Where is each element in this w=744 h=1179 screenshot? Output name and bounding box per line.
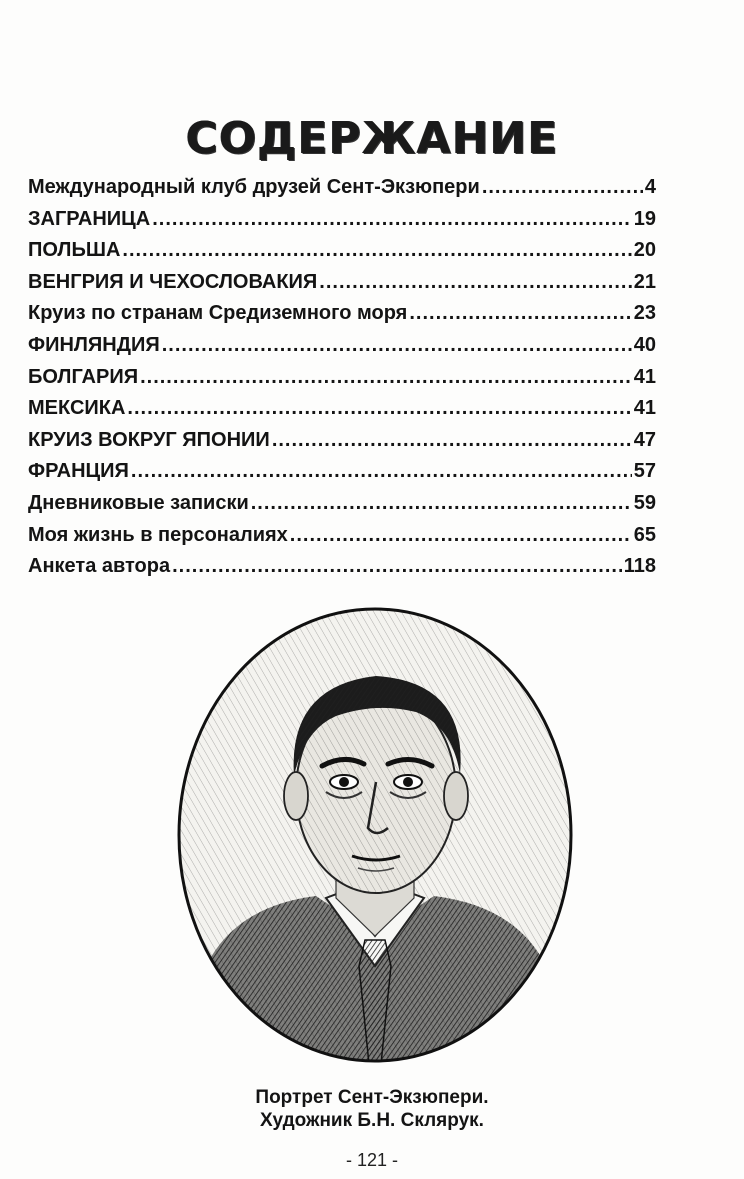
- caption-line-artist: Художник Б.Н. Склярук.: [260, 1110, 484, 1131]
- toc-leader-dots: [122, 235, 631, 267]
- caption-line-title: Портрет Сент-Экзюпери.: [255, 1087, 489, 1108]
- toc-leader-dots: [172, 551, 622, 583]
- toc-entry-page: 47: [633, 428, 656, 451]
- toc-entry-label: МЕКСИКА: [28, 397, 126, 420]
- toc-entry-label: Анкета автора: [28, 555, 171, 578]
- toc-entry: [28, 267, 656, 299]
- toc-entry: [28, 235, 656, 267]
- toc-entry: [28, 298, 656, 330]
- toc-leader-dots: [290, 520, 632, 552]
- toc-leader-dots: [152, 204, 632, 236]
- toc-leader-dots: [409, 298, 631, 330]
- toc-entry-page: 65: [633, 523, 656, 546]
- toc-entry-label: Дневниковые записки: [28, 491, 249, 514]
- toc-leader-dots: [131, 456, 632, 488]
- toc-leader-dots: [251, 488, 632, 520]
- toc-entry-page: 41: [633, 365, 656, 388]
- toc-entry-page: 20: [633, 239, 656, 262]
- toc-leader-dots: [319, 267, 631, 299]
- portrait-caption: [0, 1086, 744, 1132]
- toc-entry-label: Круиз по странам Средиземного моря: [28, 302, 408, 325]
- toc-entry-label: КРУИЗ ВОКРУГ ЯПОНИИ: [28, 428, 270, 451]
- toc-entry-page: 23: [633, 302, 656, 325]
- toc-entry: [28, 425, 656, 457]
- portrait-illustration: [176, 606, 574, 1064]
- toc-entry-label: Международный клуб друзей Сент-Экзюпери: [28, 176, 480, 198]
- toc-leader-dots: [140, 362, 632, 394]
- toc-entry-label: ВЕНГРИЯ И ЧЕХОСЛОВАКИЯ: [28, 270, 318, 293]
- toc-entry: [28, 456, 656, 488]
- toc-leader-dots: [127, 393, 631, 425]
- toc-entry: [28, 551, 656, 583]
- toc-leader-dots: [272, 425, 632, 457]
- toc-entry-label: БОЛГАРИЯ: [28, 365, 139, 388]
- toc-entry: [28, 362, 656, 394]
- table-of-contents: [28, 172, 656, 583]
- toc-entry: [28, 172, 656, 204]
- toc-entry-page: 57: [633, 460, 656, 483]
- toc-leader-dots: [482, 172, 643, 204]
- toc-entry-label: ПОЛЬША: [28, 239, 121, 262]
- toc-entry: [28, 204, 656, 236]
- toc-entry-page: 19: [633, 207, 656, 230]
- toc-entry-page: 21: [633, 270, 656, 293]
- toc-entry-label: ФИНЛЯНДИЯ: [28, 333, 160, 356]
- toc-entry: [28, 520, 656, 552]
- toc-entry-label: Моя жизнь в персоналиях: [28, 523, 288, 546]
- toc-entry-page: 40: [633, 333, 656, 356]
- toc-entry-label: ЗАГРАНИЦА: [28, 207, 151, 230]
- toc-leader-dots: [162, 330, 632, 362]
- toc-entry: [28, 488, 656, 520]
- toc-entry-page: 4: [644, 176, 656, 198]
- page-number: - 121 -: [345, 1150, 399, 1170]
- toc-entry-page: 59: [633, 491, 656, 514]
- page-title: СОДЕРЖАНИЕ: [185, 113, 559, 165]
- toc-entry: [28, 393, 656, 425]
- toc-entry: [28, 330, 656, 362]
- toc-entry-page: 118: [623, 555, 656, 578]
- toc-entry-label: ФРАНЦИЯ: [28, 460, 129, 483]
- toc-entry-page: 41: [633, 397, 656, 420]
